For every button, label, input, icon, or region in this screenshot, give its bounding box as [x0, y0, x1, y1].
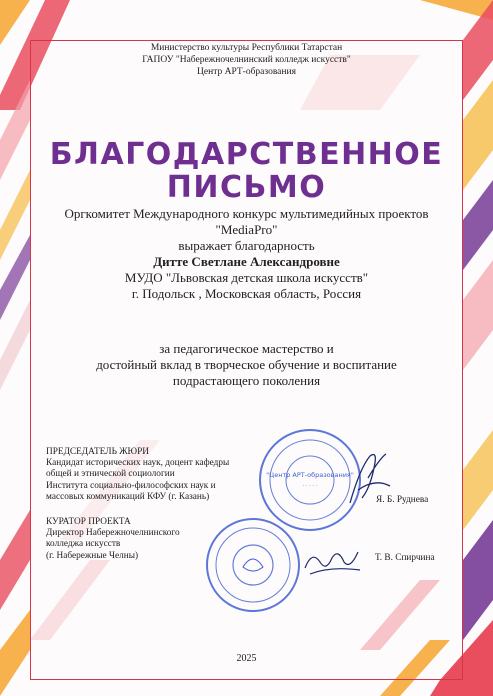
curator-line-2: колледжа искусств	[46, 539, 121, 550]
year: 2025	[236, 653, 257, 664]
expresses-line: выражает благодарность	[178, 238, 315, 253]
chair-role: ПРЕДСЕДАТЕЛЬ ЖЮРИ	[46, 447, 149, 457]
ministry-line: Министерство культуры Республики Татарстан	[150, 43, 343, 53]
center-line: Центр АРТ-образования	[197, 67, 296, 77]
chair-block	[46, 447, 229, 503]
curator-name: Т. В. Спирчина	[375, 553, 435, 563]
chair-line-1: Кандидат исторических наук, доцент кафедры	[46, 458, 230, 469]
lower-stamp	[203, 515, 303, 615]
organizer-line-1: Оргкомитет Международного конкурс мультимедийных проектов	[64, 206, 429, 221]
stamp-text: "Центр АРТ-образования"	[266, 471, 354, 479]
reason-line-1: за педагогическое мастерство и	[159, 341, 334, 356]
chair-line-3: Института социально-философских наук и	[46, 480, 216, 491]
curator-line-3: (г. Набережные Челны)	[46, 550, 139, 561]
chair-line-2: общей и этнической социологии	[46, 469, 175, 480]
svg-text:· · · · ·: · · · · ·	[302, 483, 318, 489]
reason-line-2: достойный вклад в творческое обучение и воспитание	[96, 357, 397, 372]
organizer-line-2: "MediaPro"	[215, 222, 278, 237]
chair-line-4: массовых коммуникаций КФУ (г. Казань)	[46, 491, 210, 502]
school-line: МУДО "Львовская детская школа искусств"	[124, 270, 369, 285]
curator-line-1: Директор Набережночелнинского	[46, 528, 180, 539]
location-line: г. Подольск , Московская область, Россия	[131, 286, 362, 301]
certificate-title	[30, 138, 463, 204]
reason-line-3: подрастающего поколения	[172, 373, 321, 388]
curator-signature	[300, 540, 365, 580]
title-line-1: БЛАГОДАРСТВЕННОЕ	[49, 137, 444, 172]
certificate-body	[30, 206, 463, 302]
reason-text	[30, 341, 463, 389]
title-line-2: ПИСЬМО	[166, 170, 327, 205]
recipient-name: Дитте Светлане Александровне	[153, 254, 340, 269]
curator-block	[46, 517, 180, 562]
issuer-header	[30, 42, 463, 78]
curator-role: КУРАТОР ПРОЕКТА	[46, 517, 131, 527]
college-line: ГАПОУ "Набережночелнинский колледж искусств"	[142, 55, 351, 65]
chair-name: Я. Б. Руднева	[376, 495, 429, 505]
